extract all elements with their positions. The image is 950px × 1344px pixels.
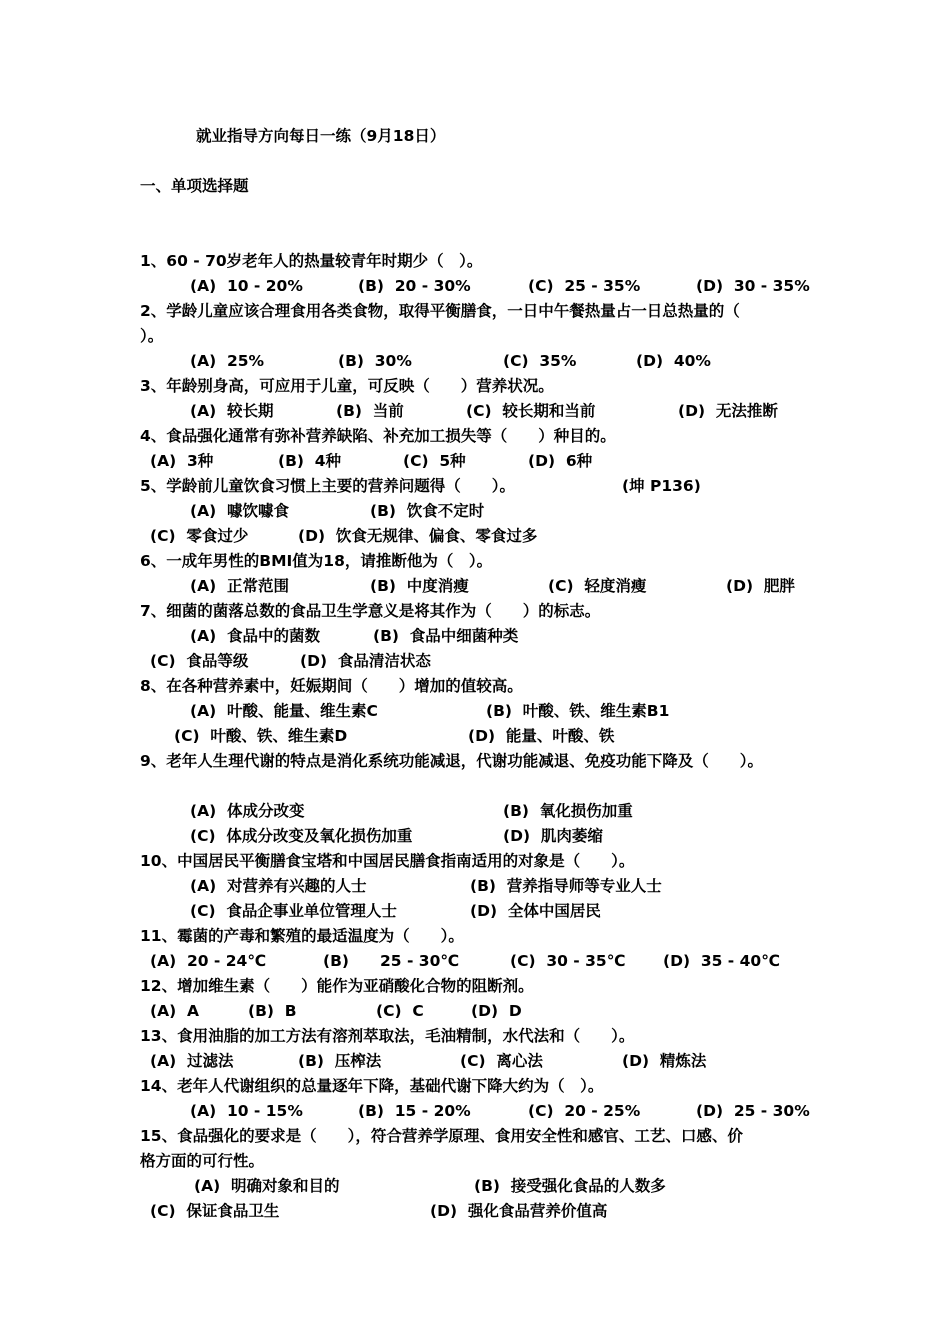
question-2-option-d: (D) 40% <box>636 352 711 370</box>
question-11-option-d: (D) 35 - 40℃ <box>663 952 780 970</box>
question-4-option-d: (D) 6种 <box>528 452 593 470</box>
question-3-stem: 3、年龄别身高，可应用于儿童，可反映（ ）营养状况。 <box>140 377 554 395</box>
question-14-option-d: (D) 25 - 30% <box>696 1102 810 1120</box>
question-5-reference: (坤 P136) <box>622 477 701 495</box>
question-1-option-a: (A) 10 - 20% <box>190 277 303 295</box>
question-11-stem: 11、霉菌的产毒和繁殖的最适温度为（ ）。 <box>140 927 464 945</box>
question-13-stem: 13、食用油脂的加工方法有溶剂萃取法，毛油精制，水代法和（ ）。 <box>140 1027 635 1045</box>
question-6-option-d: (D) 肥胖 <box>726 577 795 595</box>
question-9-option-d: (D) 肌肉萎缩 <box>503 827 603 845</box>
question-4-stem: 4、食品强化通常有弥补营养缺陷、补充加工损失等（ ）种目的。 <box>140 427 616 445</box>
question-5-option-b: (B) 饮食不定时 <box>370 502 485 520</box>
question-7-option-c: (C) 食品等级 <box>150 652 249 670</box>
question-2-option-c: (C) 35% <box>503 352 577 370</box>
question-3-option-a: (A) 较长期 <box>190 402 274 420</box>
question-10-option-c: (C) 食品企事业单位管理人士 <box>190 902 397 920</box>
question-4-option-b: (B) 4种 <box>278 452 342 470</box>
question-14-stem: 14、老年人代谢组织的总量逐年下降，基础代谢下降大约为（ ）。 <box>140 1077 604 1095</box>
question-14-option-c: (C) 20 - 25% <box>528 1102 641 1120</box>
question-8-stem: 8、在各种营养素中，妊娠期间（ ）增加的值较高。 <box>140 677 523 695</box>
question-8-option-b: (B) 叶酸、铁、维生素B1 <box>486 702 670 720</box>
question-9-option-c: (C) 体成分改变及氧化损伤加重 <box>190 827 413 845</box>
question-15-stem-continued: 格方面的可行性。 <box>140 1152 265 1170</box>
question-11-option-c: (C) 30 - 35℃ <box>510 952 626 970</box>
question-2-stem: 2、学龄儿童应该合理食用各类食物，取得平衡膳食，一日中午餐热量占一日总热量的（ <box>140 302 740 320</box>
question-13-option-b: (B) 压榨法 <box>298 1052 382 1070</box>
question-2-option-a: (A) 25% <box>190 352 265 370</box>
question-3-option-c: (C) 较长期和当前 <box>466 402 596 420</box>
question-6-option-a: (A) 正常范围 <box>190 577 289 595</box>
question-1-option-c: (C) 25 - 35% <box>528 277 641 295</box>
question-12-option-b: (B) B <box>248 1002 297 1020</box>
question-15-option-a: (A) 明确对象和目的 <box>194 1177 340 1195</box>
question-13-option-d: (D) 精炼法 <box>622 1052 707 1070</box>
question-6-option-b: (B) 中度消瘦 <box>370 577 469 595</box>
question-4-option-a: (A) 3种 <box>150 452 214 470</box>
section-heading: 一、单项选择题 <box>140 177 249 195</box>
question-5-option-a: (A) 噱饮噱食 <box>190 502 289 520</box>
question-6-option-c: (C) 轻度消瘦 <box>548 577 647 595</box>
question-15-option-c: (C) 保证食品卫生 <box>150 1202 280 1220</box>
question-5-option-d: (D) 饮食无规律、偏食、零食过多 <box>298 527 538 545</box>
question-11-option-a: (A) 20 - 24℃ <box>150 952 267 970</box>
question-15-option-d: (D) 强化食品营养价值高 <box>430 1202 608 1220</box>
question-12-option-d: (D) D <box>471 1002 522 1020</box>
question-7-option-b: (B) 食品中细菌种类 <box>373 627 519 645</box>
question-11-option-b: (B) 25 - 30℃ <box>323 952 460 970</box>
page-title: 就业指导方向每日一练（9月18日） <box>196 127 446 145</box>
question-6-stem: 6、一成年男性的BMI值为18，请推断他为（ ）。 <box>140 552 493 570</box>
question-1-option-d: (D) 30 - 35% <box>696 277 810 295</box>
question-10-option-b: (B) 营养指导师等专业人士 <box>470 877 662 895</box>
question-8-option-d: (D) 能量、叶酸、铁 <box>468 727 615 745</box>
question-15-option-b: (B) 接受强化食品的人数多 <box>474 1177 666 1195</box>
question-12-option-c: (C) C <box>376 1002 424 1020</box>
question-9-option-a: (A) 体成分改变 <box>190 802 305 820</box>
question-1-stem: 1、60 - 70岁老年人的热量较青年时期少（ ）。 <box>140 252 483 270</box>
question-5-stem: 5、学龄前儿童饮食习惯上主要的营养问题得（ ）。 <box>140 477 516 495</box>
question-9-option-b: (B) 氧化损伤加重 <box>503 802 633 820</box>
question-12-stem: 12、增加维生素（ ）能作为亚硝酸化合物的阻断剂。 <box>140 977 534 995</box>
question-2-stem-continued: ）。 <box>140 327 164 345</box>
question-10-stem: 10、中国居民平衡膳食宝塔和中国居民膳食指南适用的对象是（ ）。 <box>140 852 635 870</box>
question-2-option-b: (B) 30% <box>338 352 412 370</box>
question-5-option-c: (C) 零食过少 <box>150 527 249 545</box>
question-14-option-a: (A) 10 - 15% <box>190 1102 303 1120</box>
question-10-option-a: (A) 对营养有兴趣的人士 <box>190 877 367 895</box>
question-12-option-a: (A) A <box>150 1002 199 1020</box>
question-15-stem: 15、食品强化的要求是（ ），符合营养学原理、食用安全性和感官、工艺、口感、价 <box>140 1127 743 1145</box>
question-8-option-c: (C) 叶酸、铁、维生素D <box>174 727 348 745</box>
question-13-option-a: (A) 过滤法 <box>150 1052 234 1070</box>
question-7-option-d: (D) 食品清洁状态 <box>300 652 431 670</box>
question-4-option-c: (C) 5种 <box>403 452 466 470</box>
question-7-stem: 7、细菌的菌落总数的食品卫生学意义是将其作为（ ）的标志。 <box>140 602 601 620</box>
question-1-option-b: (B) 20 - 30% <box>358 277 471 295</box>
question-9-stem: 9、老年人生理代谢的特点是消化系统功能减退，代谢功能减退、免疫功能下降及（ ）。 <box>140 752 764 770</box>
question-10-option-d: (D) 全体中国居民 <box>470 902 601 920</box>
question-3-option-b: (B) 当前 <box>336 402 404 420</box>
question-3-option-d: (D) 无法推断 <box>678 402 778 420</box>
question-14-option-b: (B) 15 - 20% <box>358 1102 471 1120</box>
question-13-option-c: (C) 离心法 <box>460 1052 543 1070</box>
question-8-option-a: (A) 叶酸、能量、维生素C <box>190 702 378 720</box>
question-7-option-a: (A) 食品中的菌数 <box>190 627 320 645</box>
